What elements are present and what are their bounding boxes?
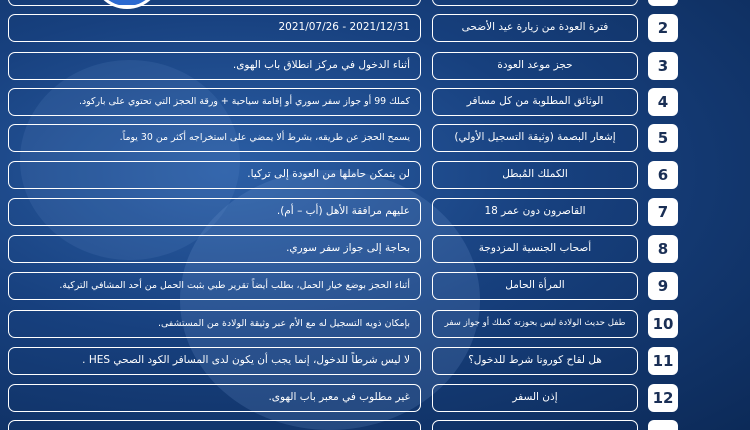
table-row: [0, 420, 750, 430]
table-row: [0, 235, 750, 263]
table-row: [0, 272, 750, 300]
row-number: 10: [648, 310, 678, 338]
row-number: 2: [648, 14, 678, 42]
row-label: الكملك المُبطل: [432, 161, 638, 189]
row-value: 2021/12/31 - 2021/07/26: [8, 14, 421, 42]
row-value: [8, 0, 421, 6]
table-row: [0, 161, 750, 189]
row-number: [648, 420, 678, 430]
row-value: أثناء الدخول في مركز انطلاق باب الهوى.: [8, 52, 421, 80]
row-number: 12: [648, 384, 678, 412]
row-number: 8: [648, 235, 678, 263]
row-value: غير مطلوب في معبر باب الهوى.: [8, 384, 421, 412]
table-row: [0, 14, 750, 42]
row-number: 5: [648, 124, 678, 152]
row-value: لا ليس شرطاً للدخول، إنما يجب أن يكون لدى المسافر الكود الصحي HES .: [8, 347, 421, 375]
row-label: إذن السفر: [432, 384, 638, 412]
row-number: 7: [648, 198, 678, 226]
row-label: إشعار البصمة (وثيقة التسجيل الأولي): [432, 124, 638, 152]
row-number: 3: [648, 52, 678, 80]
row-label: حجز موعد العودة: [432, 52, 638, 80]
row-value: لن يتمكن حاملها من العودة إلى تركيا.: [8, 161, 421, 189]
row-value: [8, 420, 421, 430]
table-row: [0, 124, 750, 152]
row-number: [648, 0, 678, 6]
row-number: 4: [648, 88, 678, 116]
row-value: عليهم مرافقة الأهل (أب – أم).: [8, 198, 421, 226]
table-row: [0, 384, 750, 412]
row-label: هل لقاح كورونا شرط للدخول؟: [432, 347, 638, 375]
row-label: أصحاب الجنسية المزدوجة: [432, 235, 638, 263]
table-row: [0, 88, 750, 116]
row-label: [432, 420, 638, 430]
table-row: [0, 310, 750, 338]
table-row: [0, 52, 750, 80]
row-value: بإمكان ذويه التسجيل له مع الأم عبر وثيقة الولادة من المستشفى.: [8, 310, 421, 338]
row-label: المرأة الحامل: [432, 272, 638, 300]
row-label: [432, 0, 638, 6]
row-label: القاصرون دون عمر 18: [432, 198, 638, 226]
row-label: الوثائق المطلوبة من كل مسافر: [432, 88, 638, 116]
row-value: كملك 99 أو جواز سفر سوري أو إقامة سياحية + ورقة الحجز التي تحتوي على باركود.: [8, 88, 421, 116]
row-value: بحاجة إلى جواز سفر سوري.: [8, 235, 421, 263]
row-value: أثناء الحجز بوضع خيار الحمل، بطلب أيضاً تقرير طبي بثبت الحمل من أحد المشافي التركية.: [8, 272, 421, 300]
table-row: [0, 347, 750, 375]
row-number: 6: [648, 161, 678, 189]
row-label: فترة العودة من زيارة عيد الأضحى: [432, 14, 638, 42]
row-number: 9: [648, 272, 678, 300]
row-number: 11: [648, 347, 678, 375]
table-row: [0, 198, 750, 226]
row-value: يسمح الحجز عن طريقه، بشرط ألا يمضي على استخراجه أكثر من 30 يوماً.: [8, 124, 421, 152]
row-label: طفل حديث الولادة ليس بحوزته كملك أو جواز سفر: [432, 310, 638, 338]
table-row: [0, 0, 750, 6]
